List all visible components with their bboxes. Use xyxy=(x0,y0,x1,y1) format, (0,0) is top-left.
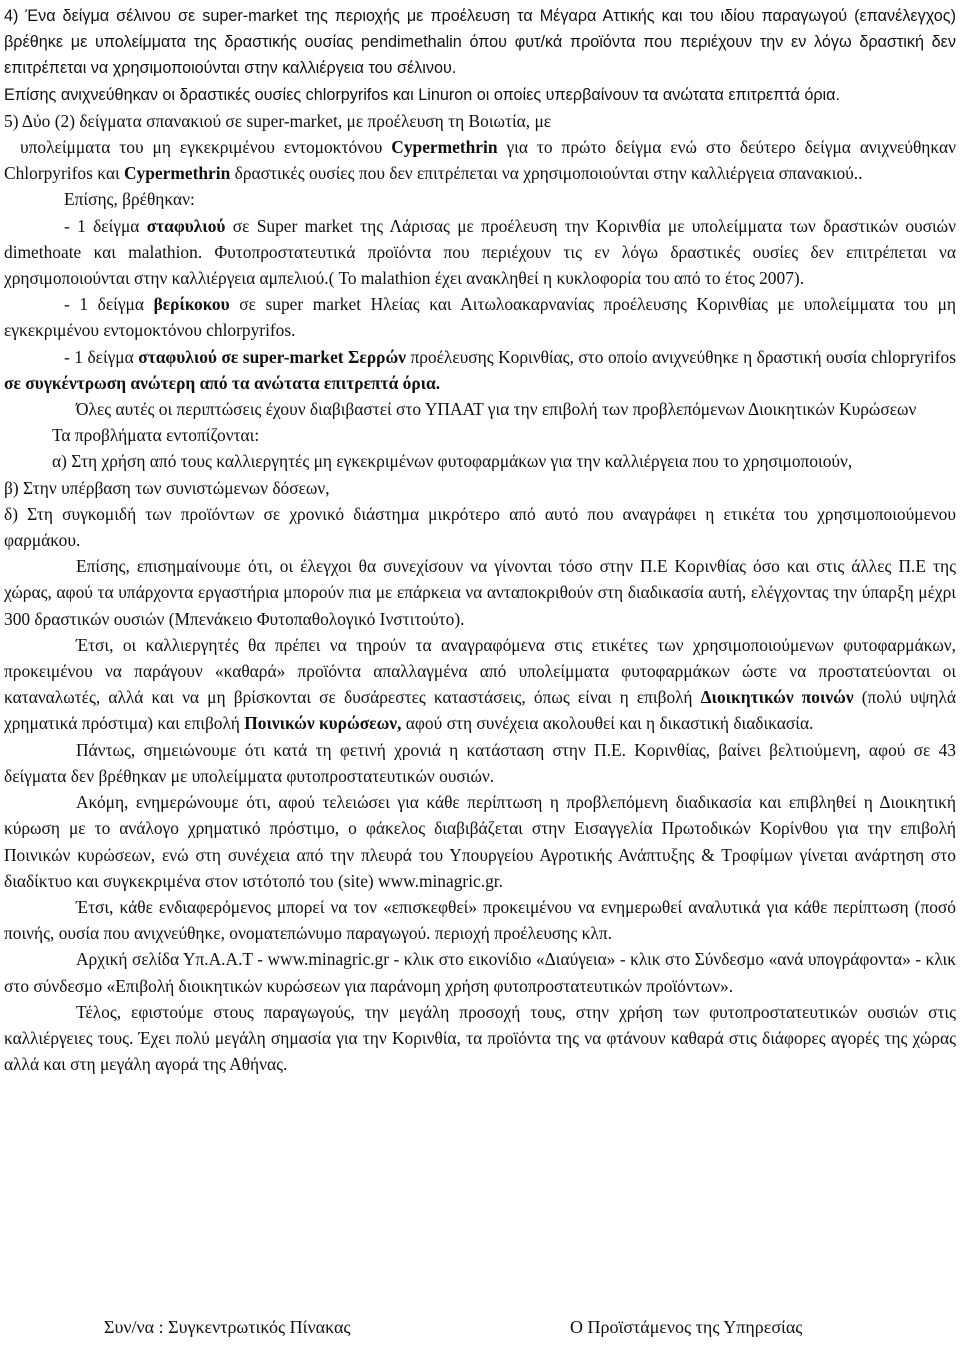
paragraph-grape-serres xyxy=(4,344,956,396)
paragraph-text: δραστικές ουσίες που δεν επιτρέπεται να χρησιμοποιούνται στην καλλιέργεια σπανακιού.. xyxy=(234,163,863,184)
substance-name: Cypermethrin xyxy=(391,137,498,158)
paragraph-procedure xyxy=(4,789,956,894)
paragraph-detected-substances xyxy=(4,82,956,108)
paragraph-text: (πολύ υψηλά χρηματικά πρόστιμα) και επιβολή xyxy=(4,687,957,734)
paragraph-text: δ) Στη συγκομιδή των προϊόντων σε χρονικό διάστημα μικρότερο από αυτό που αναγράφει η ετικέτα του χρησιμοποιούμενου φαρμάκου. xyxy=(4,503,956,551)
signatory-title: Ο Προϊστάμενος της Υπηρεσίας xyxy=(570,1317,803,1337)
paragraph-text: σε super market Ηλείας και Αιτωλοακαρνανίας προέλευσης Κορινθίας με υπολείμματα του μη εγκεκριμένου εντομοκτόνου chlorpyrifos. xyxy=(4,294,956,341)
paragraph-also-found xyxy=(4,186,956,212)
list-item-a xyxy=(4,448,956,474)
paragraph-text: για το πρώτο δείγμα ενώ στο δεύτερο δείγμα ανιχνεύθηκαν Chlorpyrifos και xyxy=(4,137,956,184)
paragraph-text: α) Στη χρήση από τους καλλιεργητές μη εγκεκριμένων φυτοφαρμάκων για την καλλιέργεια που το χρησιμοποιούν, xyxy=(52,451,853,472)
paragraph-text: Επίσης ανιχνεύθηκαν οι δραστικές ουσίες chlorpyrifos και Linuron οι οποίες υπερβαίνουν τα ανώτατα επιτρεπτά όρια. xyxy=(4,85,840,104)
list-item-d xyxy=(4,501,956,553)
paragraph-text: Τα προβλήματα εντοπίζονται: xyxy=(52,425,260,446)
paragraph-grape-larisa xyxy=(4,213,956,292)
paragraph-text: Αρχική σελίδα Υπ.Α.Α.Τ - www.minagric.gr - κλικ στο εικονίδιο «Διαύγεια» - κλικ στο Σύνδεσμο «ανά υπογράφοντα» - κλικ στο σύνδεσμο «Επιβολή διοικητικών κυρώσεων για παράνομη χρήση φυτοπροστατευτικών προϊόντων». xyxy=(4,949,956,996)
paragraph-growers-advice xyxy=(4,632,956,737)
paragraph-apricot xyxy=(4,291,956,343)
paragraph-text: 4) Ένα δείγμα σέλινου σε super-market της περιοχής με προέλευση τα Μέγαρα Αττικής και του ιδίου παραγωγού (επανέλεγχος) βρέθηκε με υπολείμματα της δραστικής ουσίας pendimethalin όπου φυτ/κά προϊόντα που περιέχουν την εν λόγω δραστική δεν επιτρέπεται να χρησιμοποιούνται στην καλλιέργεια του σέλινου. xyxy=(4,7,956,78)
paragraph-text: προέλευσης Κορινθίας, στο οποίο ανιχνεύθηκε η δραστική ουσία chlopryrifos xyxy=(410,346,956,367)
emphasis-text: Διοικητικών ποινών xyxy=(700,687,854,708)
paragraph-text: Όλες αυτές οι περιπτώσεις έχουν διαβιβαστεί στο ΥΠΑΑΤ για την επιβολή των προβλεπόμενων Διοικητικών Κυρώσεων xyxy=(76,399,917,420)
paragraph-text: - 1 δείγμα xyxy=(64,294,144,315)
paragraph-text: 5) Δύο (2) δείγματα σπανακιού σε super-market, με προέλευση τη Βοιωτία, με xyxy=(4,110,552,131)
paragraph-controls-continue xyxy=(4,553,956,632)
product-name: σταφυλιού σε super-market Σερρών xyxy=(138,346,406,367)
product-name: σταφυλιού xyxy=(146,215,226,236)
paragraph-text: Πάντως, σημειώνουμε ότι κατά τη φετινή χρονιά η κατάσταση στην Π.Ε. Κορινθίας, βαίνει βελτιούμενη, αφού σε 43 δείγματα δεν βρέθηκαν με υπολείμματα φυτοπροστατευτικών ουσιών. xyxy=(4,739,956,786)
page-footer xyxy=(0,1314,960,1344)
attachment-note: Συν/να : Συγκεντρωτικός Πίνακας xyxy=(104,1317,351,1337)
paragraph-text: αφού στη συνέχεια ακολουθεί και η δικαστική διαδικασία. xyxy=(405,713,814,734)
emphasis-text: Ποινικών κυρώσεων, xyxy=(244,713,402,734)
substance-name: Cypermethrin xyxy=(124,163,231,184)
paragraph-text: υπολείμματα του μη εγκεκριμένου εντομοκτόνου xyxy=(20,137,383,158)
paragraph-text: - 1 δείγμα xyxy=(64,346,134,367)
paragraph-problems-heading xyxy=(4,422,956,448)
paragraph-text: σε Super market της Λάρισας με προέλευση την Κορινθία με υπολείμματα των δραστικών ουσιών dimethoate και malathion. Φυτοπροστατευτικά προϊόντα που περιέχουν τις εν λόγω δραστικές ουσίες δεν επιτρέπεται να χρησιμοποιούνται στην καλλιέργεια αμπελιού.( Το malathion έχει ανακληθεί η κυκλοφορία του από το έτος 2007). xyxy=(4,215,956,289)
paragraph-closing xyxy=(4,999,956,1078)
paragraph-text: Έτσι, οι καλλιεργητές θα πρέπει να τηρούν τα αναγραφόμενα στις ετικέτες των χρησιμοποιούμενων φυτοφαρμάκων, προκειμένου να παράγουν «καθαρά» προϊόντα απαλλαγμένα από υπολείμματα φυτοφαρμάκων ώστε να προστατεύονται οι καταναλωτές, αλλά και να μη βρίσκονται σε δυσάρεστες καταστάσεις, όπως είναι η επιβολή xyxy=(4,634,956,708)
paragraph-cases-forwarded xyxy=(4,396,956,422)
paragraph-item-4 xyxy=(4,3,956,82)
paragraph-text: Έτσι, κάθε ενδιαφερόμενος μπορεί να τον «επισκεφθεί» προκειμένου να ενημερωθεί αναλυτικά για κάθε περίπτωση (ποσό ποινής, ουσία που ανιχνεύθηκε, ονοματεπώνυμο παραγωγού. περιοχή προέλευσης κλπ. xyxy=(4,896,956,944)
paragraph-text: Ακόμη, ενημερώνουμε ότι, αφού τελειώσει για κάθε περίπτωση η προβλεπόμενη διαδικασία και επιβληθεί η Διοικητική κύρωση με το ανάλογο χρηματικό πρόστιμο, ο φάκελος διαβιβάζεται στην Εισαγγελία Πρωτοδικών Κορίνθου για την επιβολή Ποινικών κυρώσεων, ενώ στη συνέχεια από την πλευρά του Υπουργείου Αγροτικής Ανάπτυξης & Τροφίμων γίνεται ανάρτηση στο διαδίκτυο και συγκεκριμένα στον ιστότοπό του (site) www.minagric.gr. xyxy=(4,792,956,891)
emphasis-text: σε συγκέντρωση ανώτερη από τα ανώτατα επιτρεπτά όρια. xyxy=(4,372,441,393)
paragraph-text: Τέλος, εφιστούμε στους παραγωγούς, την μεγάλη προσοχή τους, στην χρήση των φυτοπροστατευτικών ουσιών στις καλλιέργειες τους. Έχει πολύ μεγάλη σημασία για την Κορινθία, τα προϊόντα της να φτάνουν καθαρά στις διάφορες αγορές της χώρας αλλά και στη μεγάλη αγορά της Αθήνας. xyxy=(4,1001,956,1075)
paragraph-improvement xyxy=(4,737,956,789)
paragraph-text: β) Στην υπέρβαση των συνιστώμενων δόσεων, xyxy=(4,477,330,498)
paragraph-text: - 1 δείγμα xyxy=(64,215,140,236)
paragraph-text: Επίσης, επισημαίνουμε ότι, οι έλεγχοι θα συνεχίσουν να γίνονται τόσο στην Π.Ε Κορινθίας όσο και στις άλλες Π.Ε της χώρας, αφού τα υπάρχοντα εργαστήρια μπορούν πια με επάρκεια να ανταποκριθούν στη διαδικασία αυτή, ελέγχοντας την ύπαρξη μέχρι 300 δραστικών ουσιών (Μπενάκειο Φυτοπαθολογικό Ινστιτούτο). xyxy=(4,556,956,629)
product-name: βερίκοκου xyxy=(153,294,230,315)
paragraph-item-5 xyxy=(4,108,956,187)
paragraph-text: Επίσης, βρέθηκαν: xyxy=(64,189,195,210)
paragraph-navigation-path xyxy=(4,946,956,998)
paragraph-visit-site xyxy=(4,894,956,946)
list-item-b xyxy=(4,475,956,501)
